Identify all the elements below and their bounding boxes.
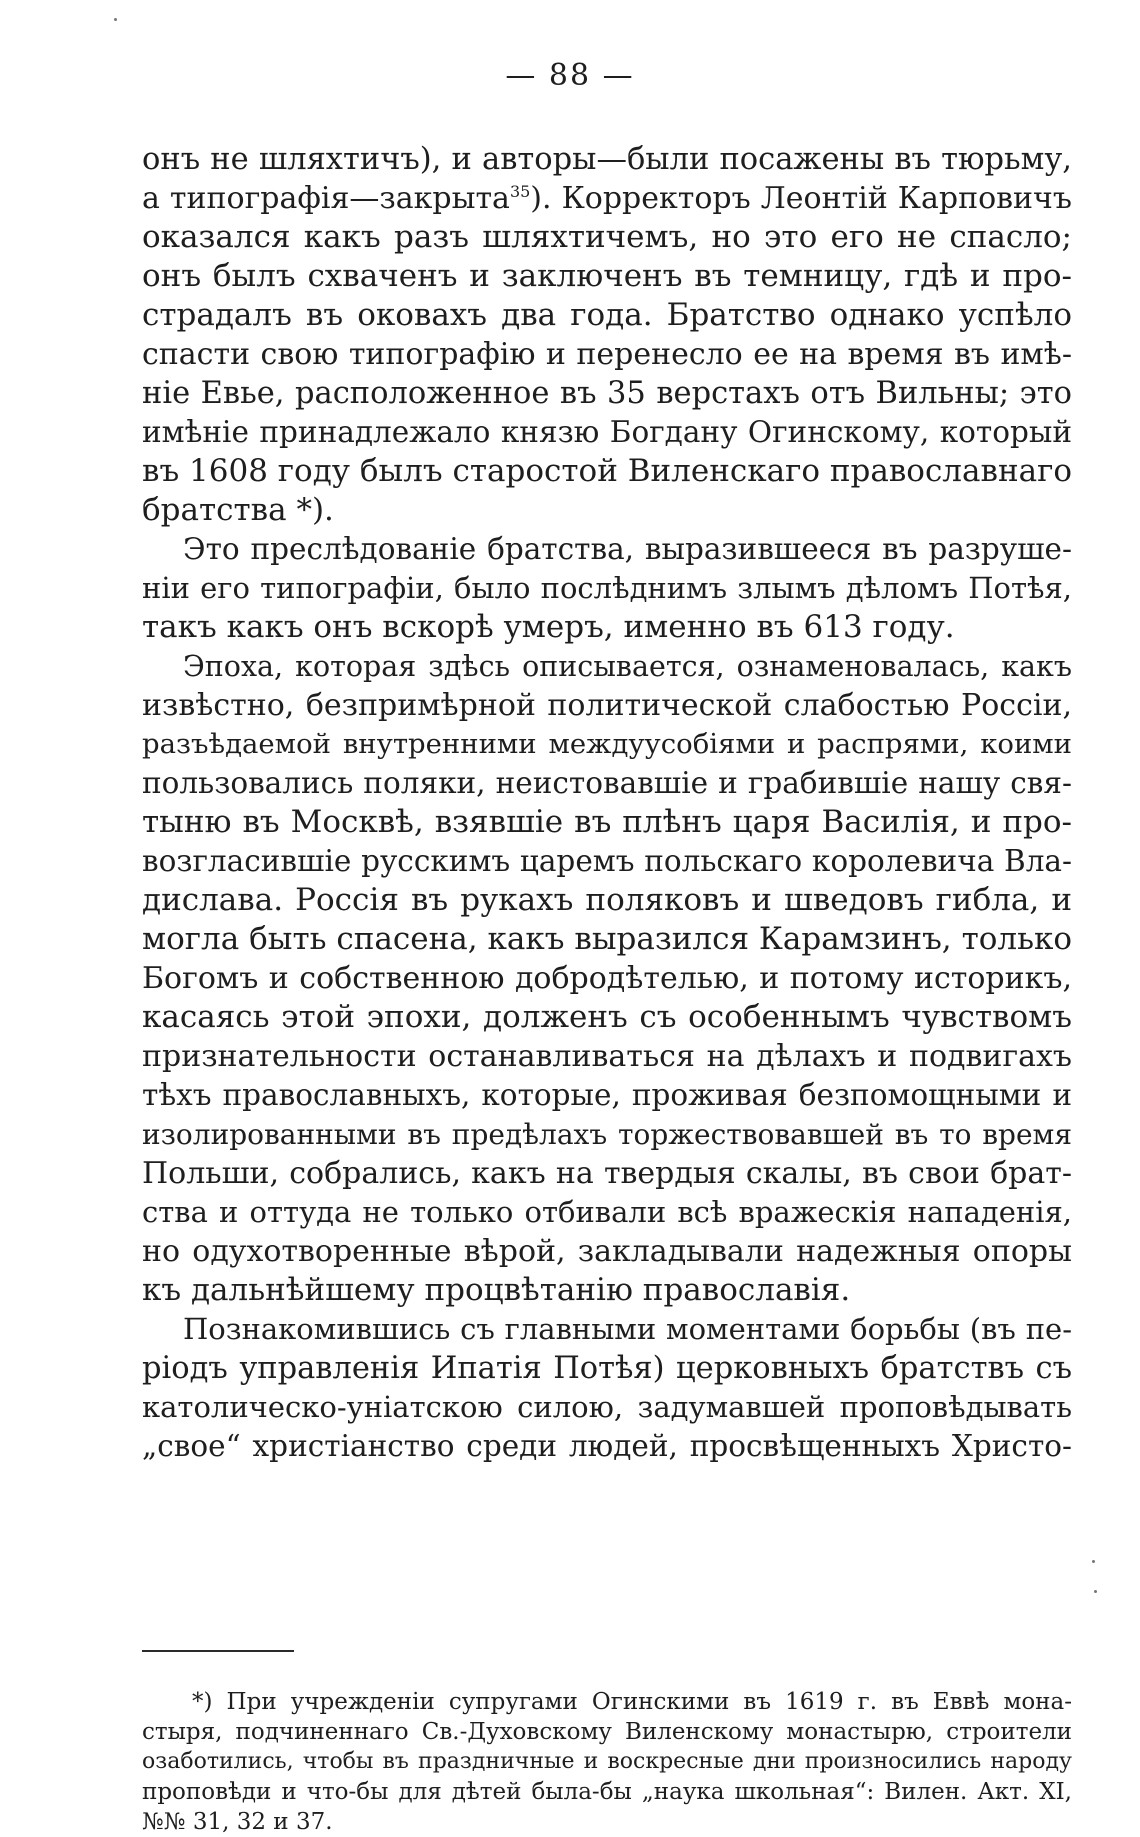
text-line: къ дальнѣйшему процвѣтанію православія. (142, 1272, 851, 1308)
main-text (142, 140, 1072, 1466)
text-line: такъ какъ онъ вскорѣ умеръ, именно въ 613 году. (142, 609, 955, 645)
text-line: ніе Евье, расположенное въ 35 верстахъ отъ Вильны; это (142, 376, 1072, 411)
text-line: но одухотворенные вѣрой, закладывали надежныя опоры (142, 1234, 1072, 1269)
text-line: католическо-уніатскою силою, задумавшей проповѣдывать (142, 1390, 1072, 1424)
text-line: спасти свою типографію и перенесло ее на время въ имѣ- (142, 337, 1072, 372)
footnote-line: *) При учрежденіи супругами Огинскими въ 1619 г. въ Еввѣ мона- (192, 1689, 1072, 1715)
page-number: — 88 — (505, 58, 635, 93)
text-line: тыню въ Москвѣ, взявшіе въ плѣнъ царя Василія, и про- (142, 804, 1072, 840)
text-line: братства *). (142, 492, 334, 528)
text-line: онъ былъ схваченъ и заключенъ въ темницу, гдѣ и про- (142, 258, 1072, 294)
footnote-separator (142, 1650, 294, 1652)
text-line-tail: ). Корректоръ Леонтій Карповичъ (530, 181, 1072, 216)
paper-speck (1092, 1560, 1095, 1563)
text-line: могла быть спасена, какъ выразился Карамзинъ, только (142, 921, 1072, 957)
text-line: ства и оттуда не только отбивали всѣ вражескія нападенія, (142, 1195, 1072, 1229)
text-line: касаясь этой эпохи, долженъ съ особеннымъ чувствомъ (142, 999, 1072, 1035)
text-line: въ 1608 году былъ старостой Виленскаго православнаго (142, 453, 1072, 489)
paper-speck (114, 18, 117, 21)
footnote-line: проповѣди и что-бы для дѣтей была-бы „наука школьная“: Вилен. Акт. XI, (142, 1779, 1072, 1805)
footnote-reference: 35 (509, 182, 531, 201)
text-line: Это преслѣдованіе братства, выразившееся въ разруше- (183, 532, 1072, 566)
text-line: Эпоха, которая здѣсь описывается, ознаменовалась, какъ (183, 650, 1072, 683)
footnote (142, 1687, 1072, 1837)
text-line: страдалъ въ оковахъ два года. Братство однако успѣло (142, 297, 1072, 333)
text-line: пользовались поляки, неистовавшіе и грабившіе нашу свя- (142, 766, 1072, 800)
text-line: тѣхъ православныхъ, которые, проживая безпомощными и (142, 1078, 1072, 1112)
text-line: признательности останавливаться на дѣлахъ и подвигахъ (142, 1039, 1072, 1074)
text-line: ніи его типографіи, было послѣднимъ злымъ дѣломъ Потѣя, (142, 571, 1072, 605)
footnote-line: №№ 31, 32 и 37. (142, 1809, 333, 1835)
text-line: дислава. Россія въ рукахъ поляковъ и шведовъ гибла, и (142, 882, 1072, 918)
text-line: оказался какъ разъ шляхтичемъ, но это его не спасло; (142, 219, 1072, 255)
text-line: Богомъ и собственною добродѣтелью, и потому историкъ, (142, 961, 1072, 996)
text-line: извѣстно, безпримѣрной политической слабостью Россіи, (142, 688, 1072, 723)
text-line: изолированными въ предѣлахъ торжествовавшей въ то время (142, 1118, 1072, 1151)
text-line: ріодъ управленія Ипатія Потѣя) церковныхъ братствъ съ (142, 1351, 1072, 1386)
text-line: онъ не шляхтичъ), и авторы—были посажены въ тюрьму, (142, 142, 1072, 177)
text-line: возгласившіе русскимъ царемъ польскаго королевича Вла- (142, 844, 1072, 878)
footnote-line: стыря, подчиненнаго Св.-Духовскому Виленскому монастырю, строители (142, 1719, 1072, 1745)
text-line: имѣніе принадлежало князю Богдану Огинскому, который (142, 415, 1072, 449)
text-line: разъѣдаемой внутренними междуусобіями и распрями, коими (142, 728, 1072, 760)
text-line: „свое“ христіанство среди людей, просвѣщенныхъ Христо- (142, 1429, 1072, 1463)
text-line (142, 179, 1072, 218)
text-line: Познакомившись съ главными моментами борьбы (въ пе- (183, 1312, 1072, 1346)
paper-speck (1094, 1590, 1097, 1593)
footnote-line: озаботились, чтобы въ праздничные и воскресные дни произносились народу (142, 1749, 1072, 1774)
text-line: Польши, собрались, какъ на твердыя скалы, въ свои брат- (142, 1156, 1072, 1191)
text-line-head: а типографія—закрыта (142, 181, 510, 216)
